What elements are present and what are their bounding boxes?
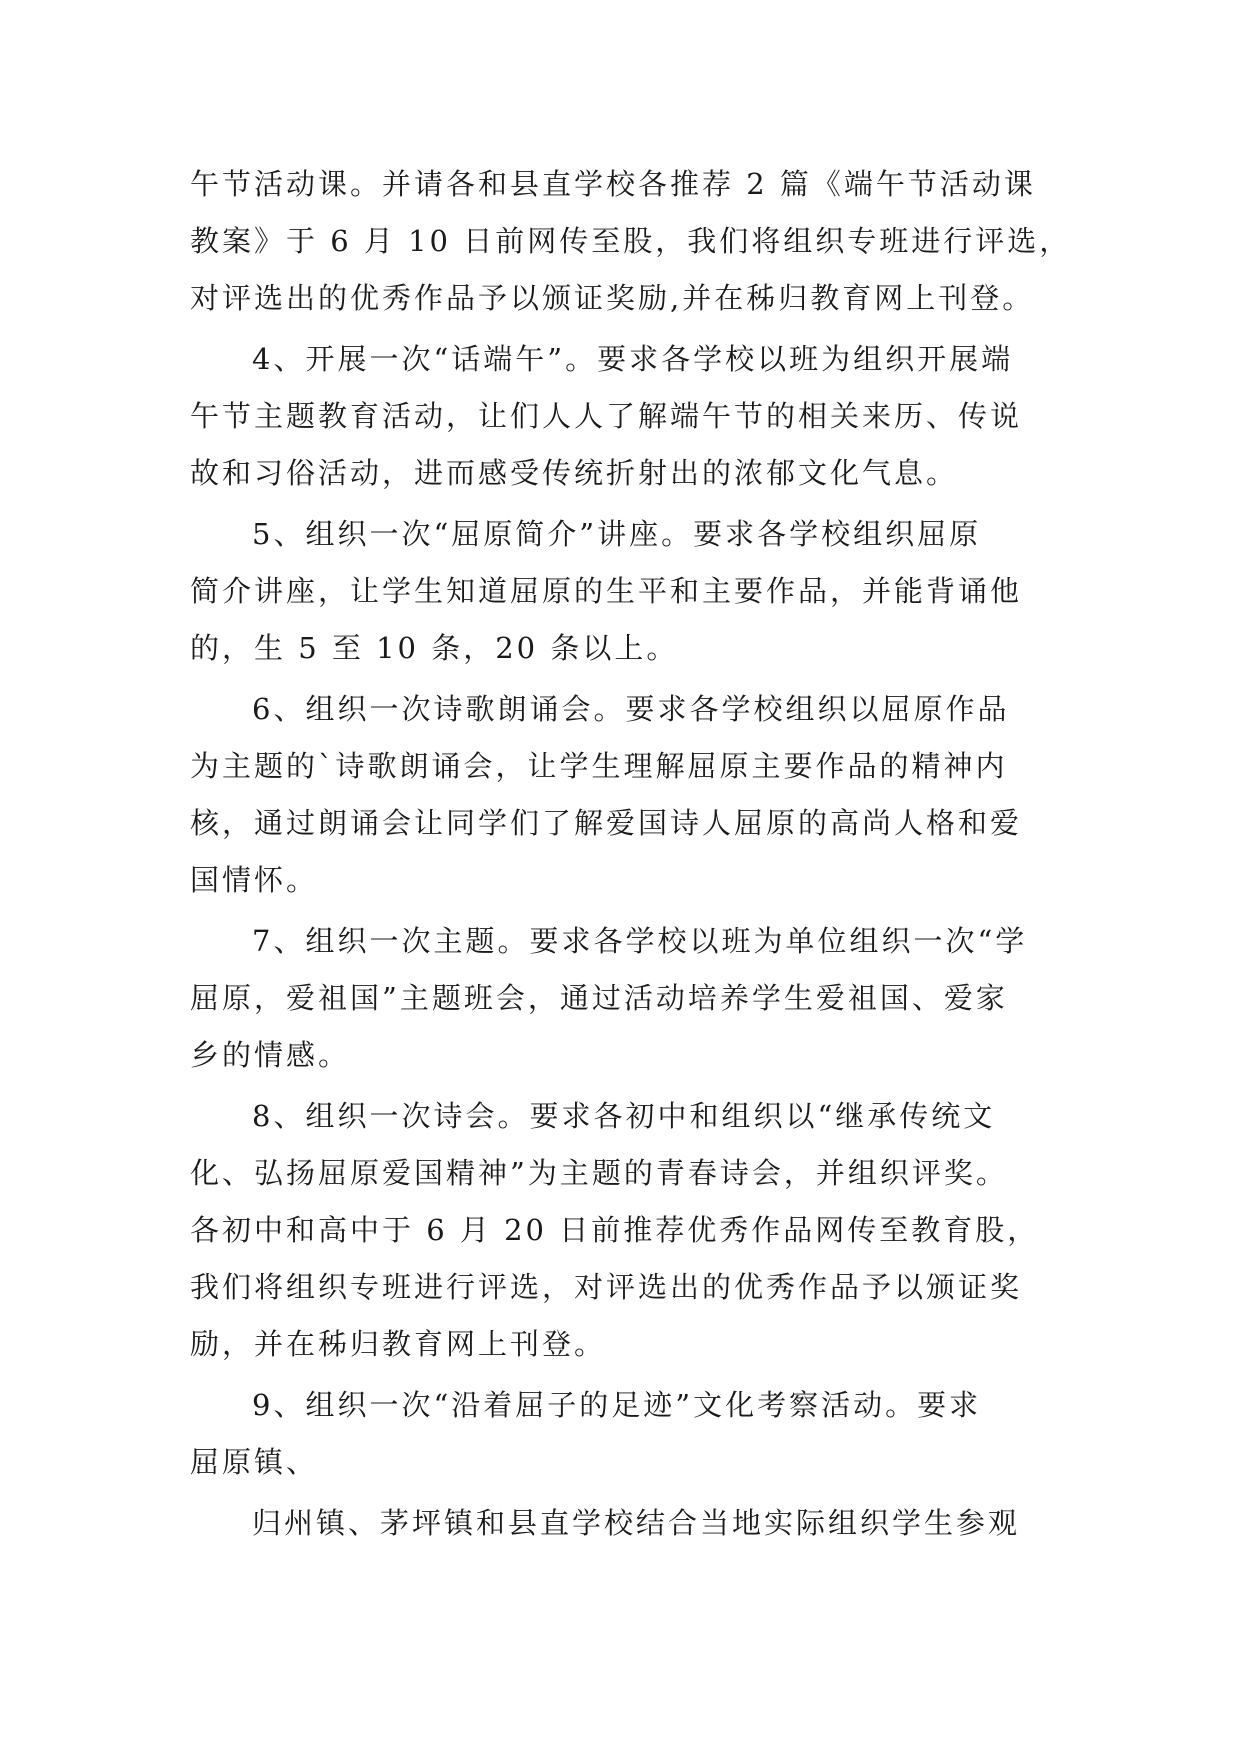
text-line: 为主题的`诗歌朗诵会，让学生理解屈原主要作品的精神内 — [190, 749, 1008, 783]
text-line: 国情怀。 — [190, 863, 319, 897]
text-line: 屈原，爱祖国”主题班会，通过活动培养学生爱祖国、爱家 — [190, 981, 1008, 1015]
text-line: 5、组织一次“屈原简介”讲座。要求各学校组织屈原 — [252, 517, 982, 551]
text-line: 我们将组织专班进行评选，对评选出的优秀作品予以颁证奖 — [190, 1270, 1023, 1304]
text-line: 屈原镇、 — [190, 1445, 319, 1479]
text-line: 简介讲座，让学生知道屈原的生平和主要作品，并能背诵他 — [190, 574, 1023, 608]
text-line: 乡的情感。 — [190, 1038, 351, 1072]
text-line: 的，生 5 至 10 条，20 条以上。 — [190, 631, 679, 665]
text-line: 故和习俗活动，进而感受传统折射出的浓郁文化气息。 — [190, 456, 959, 490]
text-line: 各初中和高中于 6 月 20 日前推荐优秀作品网传至教育股， — [190, 1213, 1040, 1247]
text-line: 7、组织一次主题。要求各学校以班为单位组织一次“学 — [252, 924, 1028, 958]
text-line: 归州镇、茅坪镇和县直学校结合当地实际组织学生参观 — [252, 1506, 1021, 1540]
text-line: 对评选出的优秀作品予以颁证奖励,并在秭归教育网上刊登。 — [190, 281, 1035, 315]
text-line: 4、开展一次“话端午”。要求各学校以班为组织开展端 — [252, 342, 1014, 376]
text-line: 午节活动课。并请各和县直学校各推荐 2 篇《端午节活动课 — [190, 167, 1036, 201]
text-line: 核，通过朗诵会让同学们了解爱国诗人屈原的高尚人格和爱 — [190, 806, 1023, 840]
text-line: 励，并在秭归教育网上刊登。 — [190, 1327, 607, 1361]
text-line: 8、组织一次诗会。要求各初中和组织以“继承传统文 — [252, 1099, 996, 1133]
text-line: 6、组织一次诗歌朗诵会。要求各学校组织以屈原作品 — [252, 692, 1010, 726]
text-line: 化、弘扬屈原爱国精神”为主题的青春诗会，并组织评奖。 — [190, 1156, 1008, 1190]
text-line: 9、组织一次“沿着屈子的足迹”文化考察活动。要求 — [252, 1388, 982, 1422]
text-line: 午节主题教育活动，让们人人了解端午节的相关来历、传说 — [190, 399, 1023, 433]
text-line: 教案》于 6 月 10 日前网传至股，我们将组织专班进行评选， — [190, 224, 1072, 258]
